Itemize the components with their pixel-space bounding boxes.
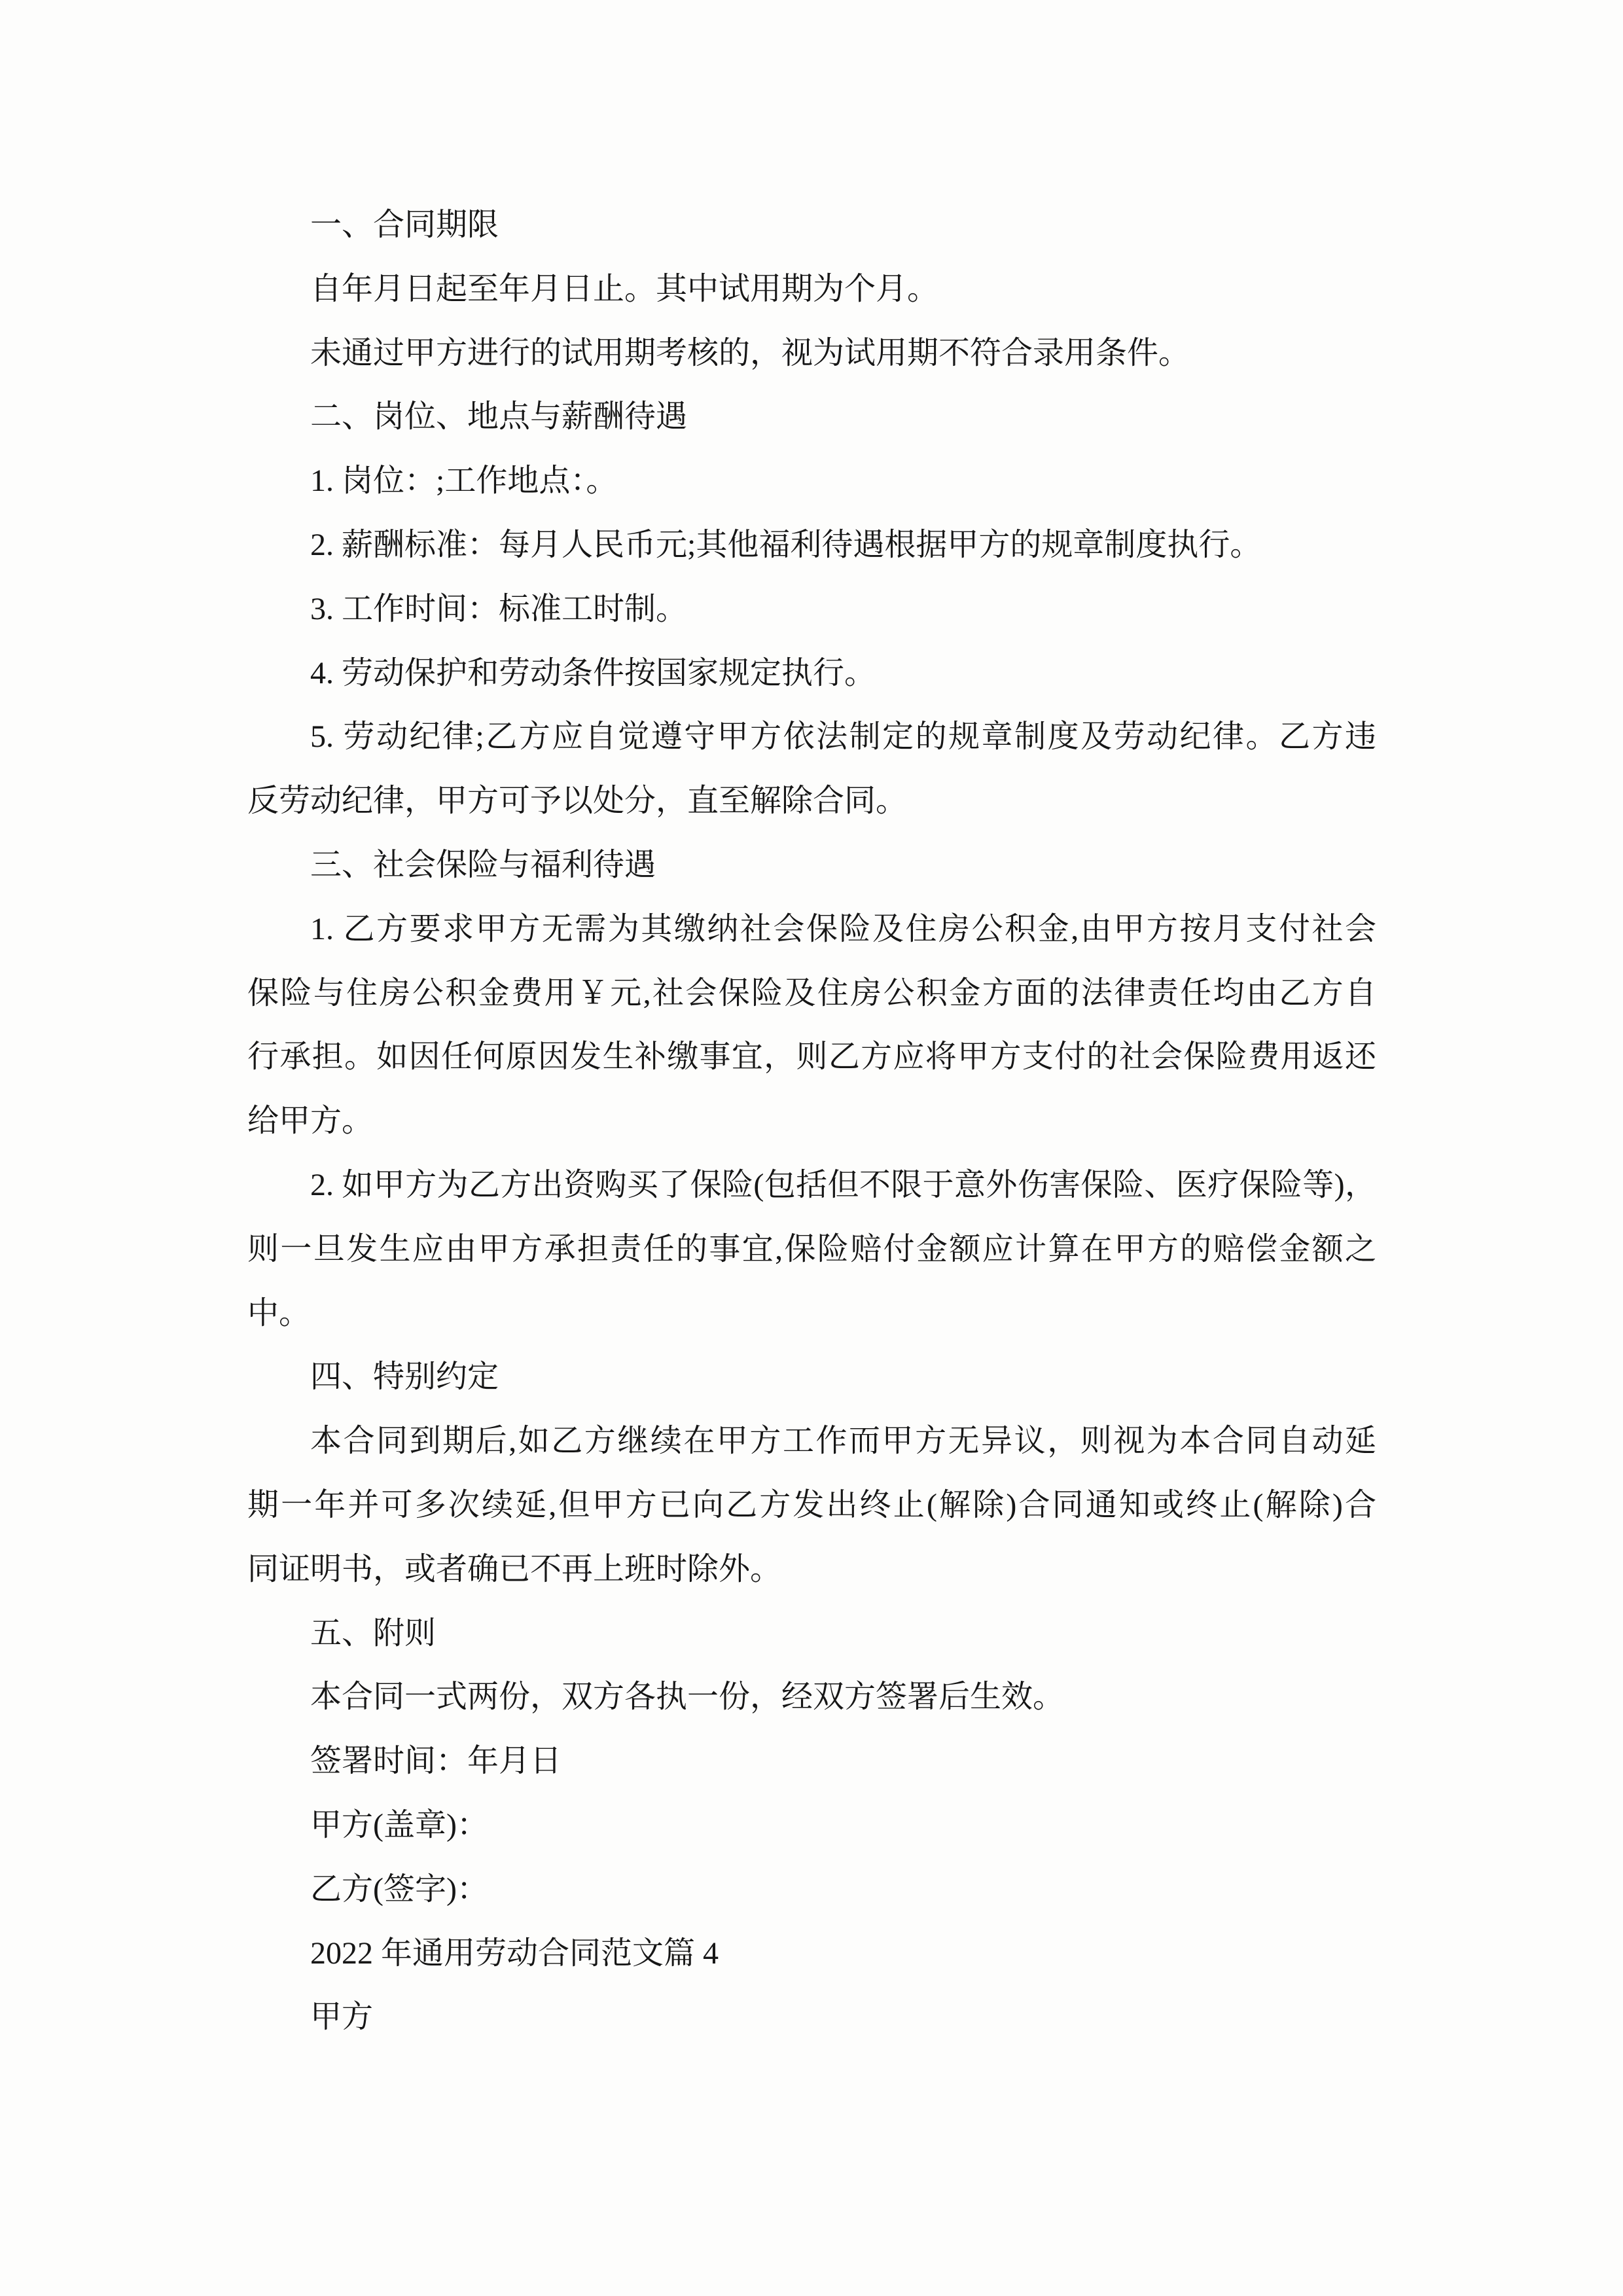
text-line: 五、附则 bbox=[310, 1615, 437, 1651]
text-line: 2022 年通用劳动合同范文篇 4 bbox=[310, 1935, 719, 1971]
text-line: 3. 工作时间：标准工时制。 bbox=[310, 591, 688, 626]
text-line: 同证明书，或者确已不再上班时除外。 bbox=[247, 1551, 782, 1587]
text-line: 期一年并可多次续延,但甲方已向乙方发出终止(解除)合同通知或终止(解除)合 bbox=[247, 1487, 1376, 1522]
text-line: 5. 劳动纪律;乙方应自觉遵守甲方依法制定的规章制度及劳动纪律。乙方违 bbox=[310, 719, 1376, 755]
text-line: 甲方(盖章)： bbox=[310, 1807, 488, 1842]
text-line: 保险与住房公积金费用￥元,社会保险及住房公积金方面的法律责任均由乙方自 bbox=[247, 975, 1376, 1011]
text-line: 1. 岗位：;工作地点：。 bbox=[310, 463, 618, 499]
text-line: 中。 bbox=[247, 1295, 311, 1331]
text-line: 三、社会保险与福利待遇 bbox=[310, 847, 656, 882]
text-line: 签署时间：年月日 bbox=[310, 1744, 562, 1779]
text-line: 本合同一式两份，双方各执一份，经双方签署后生效。 bbox=[310, 1679, 1065, 1715]
text-line: 未通过甲方进行的试用期考核的，视为试用期不符合录用条件。 bbox=[310, 335, 1190, 370]
text-line: 反劳动纪律，甲方可予以处分，直至解除合同。 bbox=[247, 783, 908, 819]
text-line: 一、合同期限 bbox=[310, 207, 499, 242]
text-line: 4. 劳动保护和劳动条件按国家规定执行。 bbox=[310, 655, 876, 691]
text-line: 2. 薪酬标准：每月人民币元;其他福利待遇根据甲方的规章制度执行。 bbox=[310, 527, 1262, 562]
text-line: 给甲方。 bbox=[247, 1103, 374, 1139]
contract-text-block bbox=[247, 193, 1376, 2049]
text-line: 2. 如甲方为乙方出资购买了保险(包括但不限于意外伤害保险、医疗保险等)， bbox=[310, 1167, 1376, 1202]
text-line: 自年月日起至年月日止。其中试用期为个月。 bbox=[310, 271, 939, 306]
text-line: 甲方 bbox=[310, 2000, 374, 2035]
text-line: 四、特别约定 bbox=[310, 1359, 499, 1395]
text-line: 二、岗位、地点与薪酬待遇 bbox=[310, 399, 688, 435]
text-line: 本合同到期后,如乙方继续在甲方工作而甲方无异议，则视为本合同自动延 bbox=[310, 1424, 1376, 1459]
text-line: 则一旦发生应由甲方承担责任的事宜,保险赔付金额应计算在甲方的赔偿金额之 bbox=[247, 1231, 1376, 1266]
text-line: 1. 乙方要求甲方无需为其缴纳社会保险及住房公积金,由甲方按月支付社会 bbox=[310, 911, 1376, 946]
text-line: 行承担。如因任何原因发生补缴事宜，则乙方应将甲方支付的社会保险费用返还 bbox=[247, 1039, 1376, 1075]
text-line: 乙方(签字)： bbox=[310, 1871, 488, 1907]
